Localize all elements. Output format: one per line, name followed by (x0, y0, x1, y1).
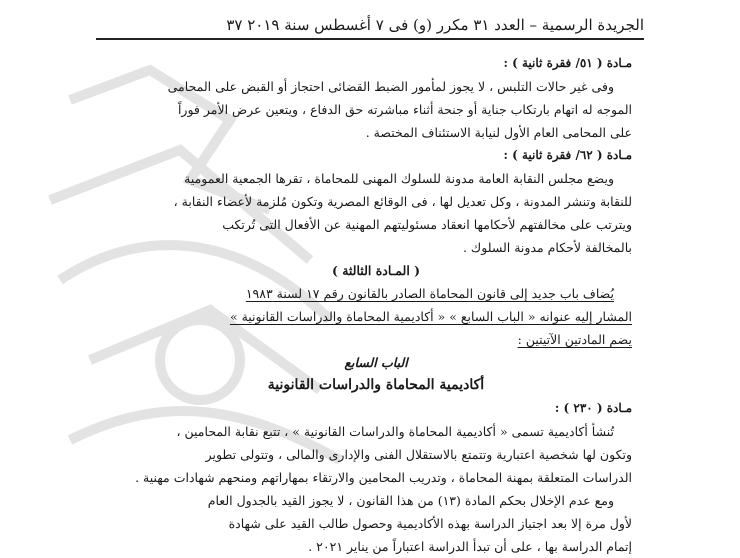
paragraph-line: ويضع مجلس النقابة العامة مدونة للسلوك المهنى للمحاماة ، تقرها الجمعية العمومية (184, 171, 614, 186)
article-230-heading: مـادة ( ٢٣٠ ) : (554, 401, 632, 415)
paragraph-line: على المحامى العام الأول لنيابة الاستئناف المختصة . (365, 125, 632, 140)
paragraph-line: بالمخالفة لأحكام مدونة السلوك . (462, 240, 632, 255)
chapter-title: الباب السابع (344, 355, 408, 370)
paragraph-line: الدراسات المتعلقة بمهنة المحاماة ، وتدريب المحامين والارتقاء بمهاراتهم ومنحهم شهادات مهنية . (135, 470, 632, 485)
paragraph-line: للنقابة وتنشر المدونة ، وكل تعديل لها ، فى الوقائع المصرية وتكون مُلزمة لأعضاء النقابة ، (173, 194, 632, 209)
academy-title: أكاديمية المحاماة والدراسات القانونية (267, 377, 485, 393)
paragraph-line: ومع عدم الإخلال بحكم المادة (١٣) من هذا القانون ، لا يجوز القيد بالجدول العام (207, 493, 614, 508)
document-body (120, 52, 632, 558)
page-header: الجريدة الرسمية – العدد ٣١ مكرر (و) فى ٧ أغسطس سنة ٢٠١٩ ٣٧ (96, 12, 644, 40)
paragraph-line: المشار إليه عنوانه « الباب السابع » « أكاديمية المحاماة والدراسات القانونية » (229, 309, 632, 324)
paragraph-line: ويترتب على مخالفتهم لأحكامها انعقاد مسئوليتهم المهنية عن الأفعال التى تُرتكب (222, 217, 632, 232)
paragraph-line: لأول مرة إلا بعد اجتياز الدراسة بهذه الأكاديمية وحصول طالب القيد على شهادة (228, 516, 632, 531)
paragraph-line: إتمام الدراسة بها ، على أن تبدأ الدراسة اعتباراً من يناير ٢٠٢١ . (308, 539, 632, 554)
paragraph-line: يُضاف باب جديد إلى قانون المحاماة الصادر بالقانون رقم ١٧ لسنة ١٩٨٣ (245, 286, 614, 301)
article-62-heading: مـادة ( ٦٢/ فقرة ثانية ) : (503, 148, 632, 162)
article-51-heading: مـادة ( ٥١/ فقرة ثانية ) : (503, 56, 632, 70)
third-article-heading: ( المـادة الثالثة ) (331, 263, 421, 278)
paragraph-line: وفى غير حالات التلبس ، لا يجوز لمأمور الضبط القضائى احتجاز أو القبض على المحامى (167, 79, 614, 94)
paragraph-line: وتكون لها شخصية اعتبارية وتتمتع بالاستقلال الفنى والإدارى والمالى ، وتتولى تطوير (205, 447, 632, 462)
paragraph-line: الموجه له اتهام بارتكاب جناية أو جنحة أثناء مباشرته حق الدفاع ، ويتعين عرض الأمر فوراً (177, 102, 632, 117)
paragraph-line: يضم المادتين الآتيتين : (517, 332, 632, 347)
paragraph-line: تُنشأ أكاديمية تسمى « أكاديمية المحاماة والدراسات القانونية » ، تتبع نقابة المحامين ، (176, 424, 614, 439)
